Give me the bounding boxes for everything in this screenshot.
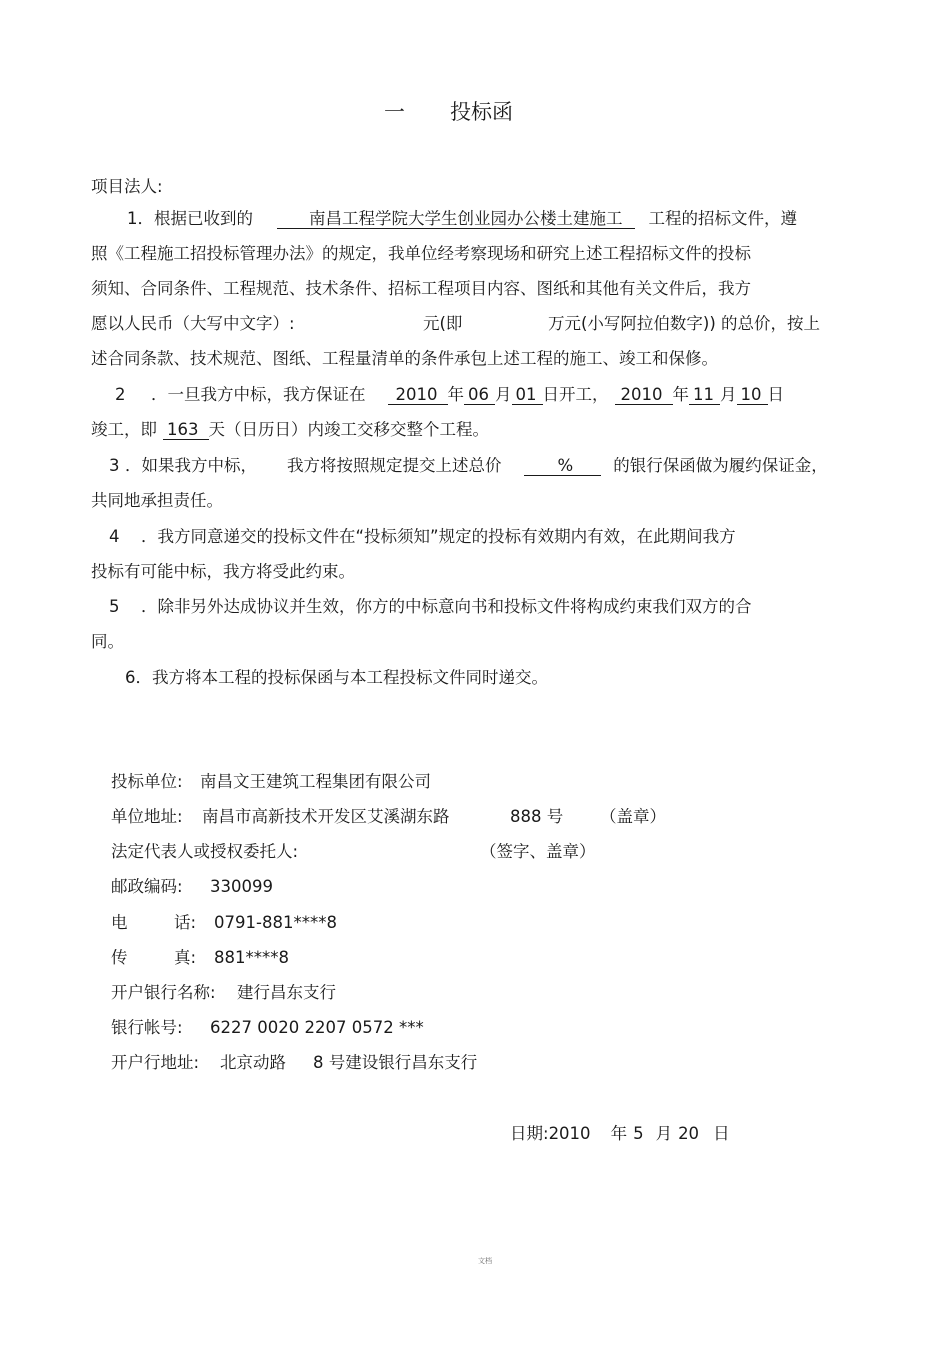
p6-line: 6．我方将本工程的投标保函与本工程投标文件同时递交。 — [125, 668, 548, 687]
p2-text-a: ．一旦我方中标，我方保证在 — [151, 385, 366, 404]
title-number: 一 — [384, 100, 405, 124]
p3-line2: 共同地承担责任。 — [91, 491, 223, 510]
phone-label-a: 电 — [111, 913, 128, 932]
account-value: 6227 0020 2207 0572 *** — [210, 1018, 424, 1037]
p2-num: 2 — [115, 385, 126, 404]
p2-line2 — [91, 419, 489, 441]
year-unit: 年 — [447, 385, 464, 404]
addressee: 项目法人: — [91, 177, 163, 196]
bank-name-label: 开户银行名称: — [111, 983, 216, 1002]
p1-line2: 照《工程施工招投标管理办法》的规定，我单位经考察现场和研究上述工程招标文件的投标 — [91, 244, 751, 263]
date-day-unit: 日 — [713, 1124, 730, 1143]
p1-line4b: 元(即 — [423, 314, 463, 333]
p5-line2: 同。 — [91, 632, 124, 651]
p3-text-a: ．如果我方中标， — [125, 456, 257, 475]
phone-label-b: 话: — [174, 913, 197, 932]
phone-value: 0791-881****8 — [214, 913, 337, 932]
p5-num: 5 — [109, 597, 120, 616]
postcode-value: 330099 — [210, 877, 273, 896]
p3-text-c: 的银行保函做为履约保证金， — [613, 456, 828, 475]
p1-line4a: 愿以人民币（大写中文字）: — [91, 314, 295, 333]
fax-label-b: 真: — [174, 948, 197, 967]
date-day: 20 — [678, 1124, 700, 1143]
p1-line4c: 万元(小写阿拉伯数字)) 的总价，按上 — [548, 314, 821, 333]
start-day: 01 — [512, 385, 543, 405]
date-line — [510, 1123, 730, 1145]
start-year: 2010 — [388, 385, 448, 405]
account-label: 银行帐号: — [111, 1018, 183, 1037]
day-unit: 日 — [767, 385, 784, 404]
start-month: 06 — [464, 385, 495, 405]
date-month-unit: 月 — [655, 1124, 673, 1143]
year-unit: 年 — [672, 385, 689, 404]
date-year-unit: 年 — [610, 1124, 628, 1143]
p5-line1: ．除非另外达成协议并生效，你方的中标意向书和投标文件将构成约束我们双方的合 — [141, 597, 752, 616]
p1-prefix: 1．根据已收到的 — [127, 209, 253, 228]
p1-line3: 须知、合同条件、工程规范、技术条件、招标工程项目内容、图纸和其他有关文件后，我方 — [91, 279, 751, 298]
p3-text-b: 我方将按照规定提交上述总价 — [287, 456, 502, 475]
bank-address-value-b: 8 号建设银行昌东支行 — [313, 1053, 478, 1072]
date-month: 5 — [633, 1124, 644, 1143]
p3-line1 — [287, 455, 828, 477]
bidder-unit-value: 南昌文王建筑工程集团有限公司 — [200, 772, 431, 791]
postcode-label: 邮政编码: — [111, 877, 183, 896]
end-year: 2010 — [615, 385, 673, 405]
fax-label-a: 传 — [111, 948, 128, 967]
sign-note: （签字、盖章） — [480, 842, 596, 861]
duration-days: 163 — [163, 420, 209, 440]
p3-num: 3 — [109, 456, 120, 475]
p1-suffix: 工程的招标文件，遵 — [648, 209, 797, 228]
date-label: 日期: — [510, 1124, 549, 1143]
fax-value: 881****8 — [214, 948, 289, 967]
bank-address-label: 开户行地址: — [111, 1053, 200, 1072]
page-footer: 文档 — [478, 1257, 492, 1265]
bank-address-value-a: 北京动路 — [220, 1053, 286, 1072]
bidder-address-value: 南昌市高新技术开发区艾溪湖东路 — [202, 807, 450, 826]
p2-text-b: 日开工， — [542, 385, 609, 404]
end-month: 11 — [689, 385, 720, 405]
page-title: 投标函 — [450, 100, 513, 124]
p4-line2: 投标有可能中标，我方将受此约束。 — [91, 562, 355, 581]
representative-label: 法定代表人或授权委托人: — [111, 842, 299, 861]
month-unit: 月 — [495, 385, 512, 404]
p1-line5: 述合同条款、技术规范、图纸、工程量清单的条件承包上述工程的施工、竣工和保修。 — [91, 349, 718, 368]
bank-name-value: 建行昌东支行 — [237, 983, 336, 1002]
guarantee-percent: % — [524, 456, 602, 476]
p2-line2-b: 天（日历日）内竣工交移交整个工程。 — [208, 420, 489, 439]
bidder-address-label: 单位地址: — [111, 807, 183, 826]
p2-line2-a: 竣工，即 — [91, 420, 157, 439]
p4-num: 4 — [109, 527, 120, 546]
seal-note: （盖章） — [600, 807, 666, 826]
p4-line1: ．我方同意递交的投标文件在“投标须知”规定的投标有效期内有效，在此期间我方 — [141, 527, 736, 546]
date-year: 2010 — [548, 1124, 591, 1143]
end-day: 10 — [737, 385, 768, 405]
bidder-unit-label: 投标单位: — [111, 772, 183, 791]
p2-line1 — [151, 384, 784, 406]
p1-line1 — [127, 208, 797, 230]
month-unit: 月 — [720, 385, 737, 404]
bidder-address-no: 888 号 — [510, 807, 564, 826]
project-name: 南昌工程学院大学生创业园办公楼土建施工 — [277, 209, 635, 229]
